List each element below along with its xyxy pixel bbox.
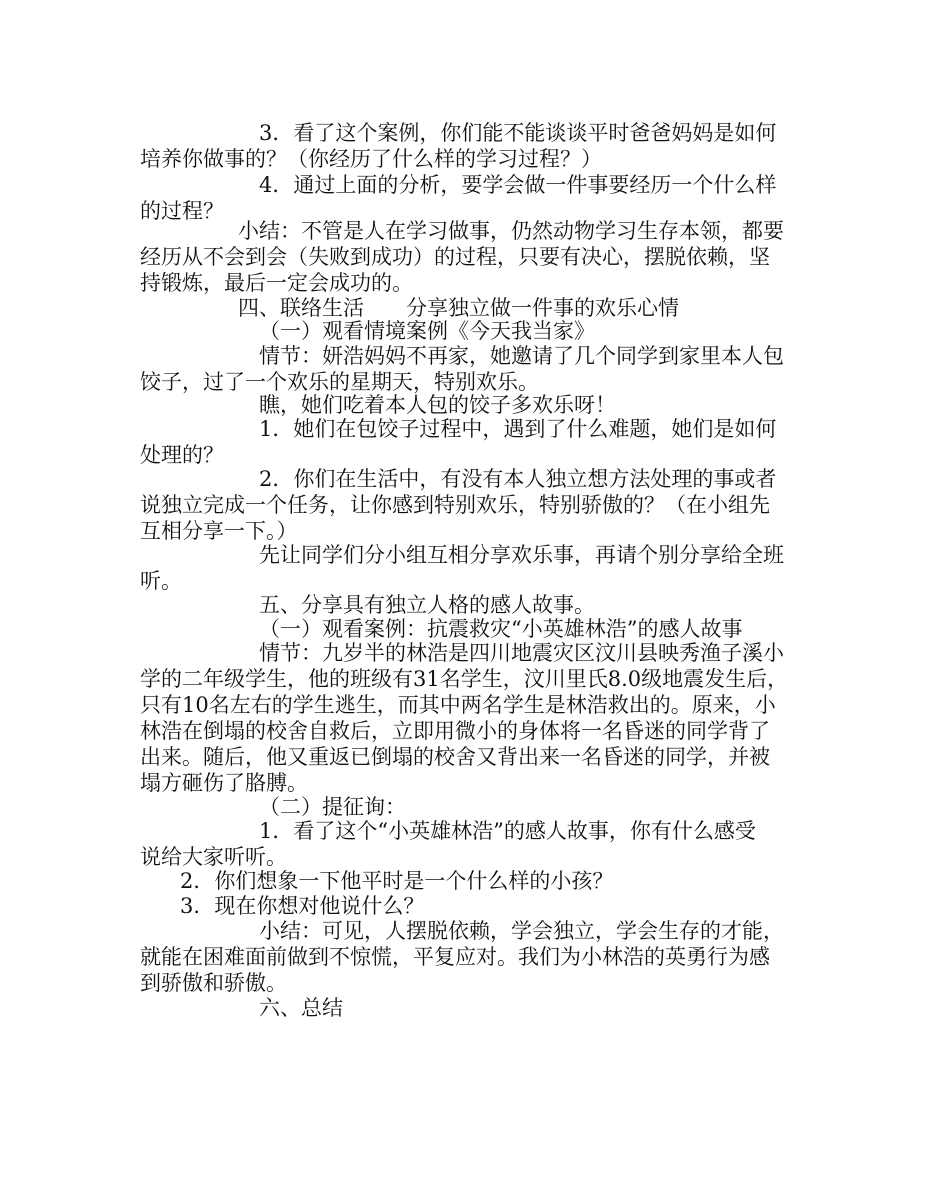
section-heading: 六、总结 bbox=[259, 996, 343, 1020]
text-line: 情节：九岁半的林浩是四川地震灾区汶川县映秀渔子溪小 bbox=[259, 641, 784, 665]
text-line: 处理的？ bbox=[140, 443, 224, 467]
text-line: 说给大家听听。 bbox=[140, 845, 287, 869]
text-line: 小结：可见，人摆脱依赖，学会独立，学会生存的才能， bbox=[259, 919, 784, 943]
text-line: 塌方砸伤了胳膊。 bbox=[140, 771, 308, 795]
text-line: 就能在困难面前做到不惊慌，平复应对。我们为小林浩的英勇行为感 bbox=[140, 945, 770, 969]
text-line: 3．现在你想对他说什么？ bbox=[180, 894, 425, 918]
text-line: 小结：不管是人在学习做事，仍然动物学习生存本领，都要 bbox=[238, 219, 784, 243]
text-line: 先让同学们分小组互相分享欢乐事，再请个别分享给全班 bbox=[259, 543, 784, 567]
text-line: 瞧，她们吃着本人包的饺子多欢乐呀！ bbox=[259, 393, 616, 417]
text-line: 饺子，过了一个欢乐的星期天，特别欢乐。 bbox=[140, 370, 539, 394]
text-line: 的过程？ bbox=[140, 199, 224, 223]
text-line: 2．你们在生活中，有没有本人独立想方法处理的事或者 bbox=[259, 467, 777, 491]
text-line: 经历从不会到会（失败到成功）的过程，只要有决心，摆脱依赖，坚 bbox=[140, 245, 770, 269]
text-line: 到骄傲和骄傲。 bbox=[140, 971, 287, 995]
text-line: 出来。随后，他又重返已倒塌的校舍又背出来一名昏迷的同学，并被 bbox=[140, 745, 770, 769]
text-line: 1．她们在包饺子过程中，遇到了什么难题，她们是如何 bbox=[259, 417, 777, 441]
text-line: 说独立完成一个任务，让你感到特别欢乐，特别骄傲的？（在小组先 bbox=[140, 493, 770, 517]
section-heading: 四、联络生活 分享独立做一件事的欢乐心情 bbox=[238, 296, 679, 320]
text-line: 1．看了这个“小英雄林浩”的感人故事，你有什么感受 bbox=[259, 819, 756, 843]
text-line: 情节：妍浩妈妈不再家，她邀请了几个同学到家里本人包 bbox=[259, 344, 784, 368]
subsection-heading: （二）提征询： bbox=[259, 795, 406, 819]
subsection-heading: （一）观看案例：抗震救灾“小英雄林浩”的感人故事 bbox=[259, 617, 743, 641]
text-line: 林浩在倒塌的校舍自救后，立即用微小的身体将一名昏迷的同学背了 bbox=[140, 719, 770, 743]
text-line: 2．你们想象一下他平时是一个什么样的小孩？ bbox=[180, 869, 614, 893]
text-line: 4．通过上面的分析，要学会做一件事要经历一个什么样 bbox=[259, 173, 777, 197]
text-line: 3．看了这个案例，你们能不能谈谈平时爸爸妈妈是如何 bbox=[259, 121, 777, 145]
text-line: 学的二年级学生，他的班级有31名学生，汶川里氏8.0级地震发生后， bbox=[140, 667, 789, 691]
subsection-heading: （一）观看情境案例《今天我当家》 bbox=[259, 319, 595, 343]
text-line: 互相分享一下。） bbox=[140, 519, 298, 543]
text-line: 只有10名左右的学生逃生，而其中两名学生是林浩救出的。原来，小 bbox=[140, 693, 776, 717]
text-line: 培养你做事的？（你经历了什么样的学习过程？） bbox=[140, 147, 602, 171]
text-line: 持锻炼，最后一定会成功的。 bbox=[140, 271, 413, 295]
text-line: 听。 bbox=[140, 569, 182, 593]
section-heading: 五、分享具有独立人格的感人故事。 bbox=[259, 593, 595, 617]
